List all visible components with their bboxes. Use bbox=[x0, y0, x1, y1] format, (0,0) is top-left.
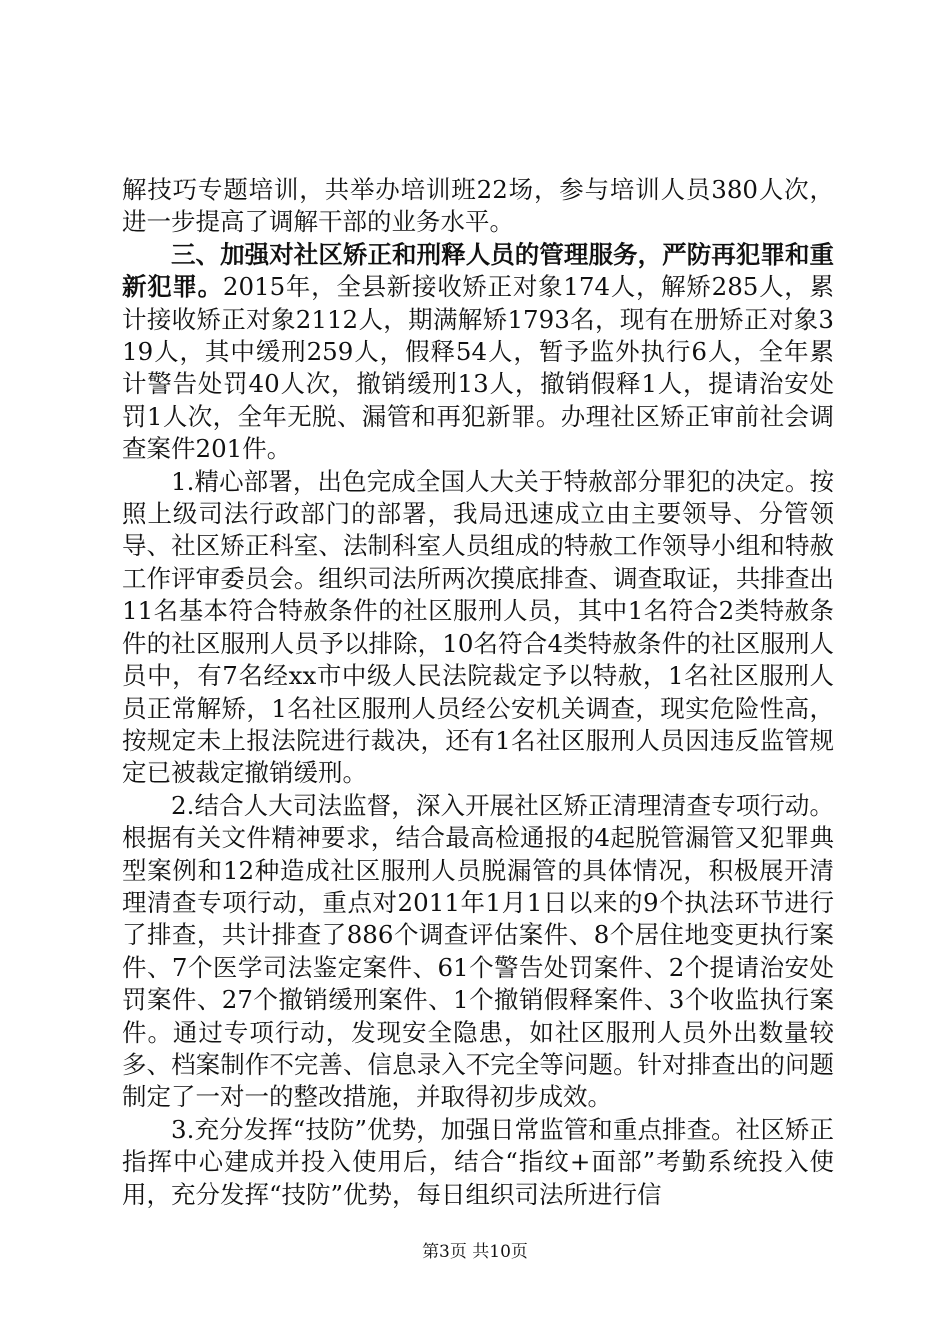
page-number-label: 第3页 共10页 bbox=[422, 1242, 528, 1262]
paragraph-continuation bbox=[122, 174, 834, 239]
section-heading: 三、加强对社区矫正和刑释人员的管理服务，严防再犯罪和重新犯罪。 bbox=[122, 239, 834, 302]
paragraph-item-1 bbox=[122, 466, 834, 790]
document-body bbox=[122, 174, 834, 1211]
paragraph-text: 3.充分发挥“技防”优势，加强日常监管和重点排查。社区矫正指挥中心建成并投入使用后，结合“指纹+面部”考勤系统投入使用，充分发挥“技防”优势，每日组织司法所进行信 bbox=[122, 1114, 834, 1209]
paragraph-text: 2015年，全县新接收矫正对象174人，解矫285人，累计接收矫正对象2112人，期满解矫1793名，现有在册矫正对象319人，其中缓刑259人，假释54人，暂予监外执行6人，全年累计警告处罚40人次，撤销缓刑13人，撤销假释1人，提请治安处罚1人次，全年无脱、漏管和再犯新罪。办理社区矫正审前社会调查案件201件。 bbox=[122, 272, 835, 464]
paragraph-text: 1.精心部署，出色完成全国人大关于特赦部分罪犯的决定。按照上级司法行政部门的部署，我局迅速成立由主要领导、分管领导、社区矫正科室、法制科室人员组成的特赦工作领导小组和特赦工作评审委员会。组织司法所两次摸底排查、调查取证，共排查出11名基本符合特赦条件的社区服刑人员，其中1名符合2类特赦条件的社区服刑人员予以排除，10名符合4类特赦条件的社区服刑人员中，有7名经xx市中级人民法院裁定予以特赦，1名社区服刑人员正常解矫，1名社区服刑人员经公安机关调查，现实危险性高，按规定未上报法院进行裁决，还有1名社区服刑人员因违反监管规定已被裁定撤销缓刑。 bbox=[122, 466, 834, 788]
page-footer bbox=[0, 1241, 950, 1263]
paragraph-section-three bbox=[122, 239, 834, 466]
paragraph-item-3 bbox=[122, 1114, 834, 1211]
paragraph-text: 解技巧专题培训，共举办培训班22场，参与培训人员380人次，进一步提高了调解干部的业务水平。 bbox=[122, 175, 834, 237]
paragraph-text: 2.结合人大司法监督，深入开展社区矫正清理清查专项行动。根据有关文件精神要求，结合最高检通报的4起脱管漏管又犯罪典型案例和12种造成社区服刑人员脱漏管的具体情况，积极展开清理清查专项行动，重点对2011年1月1日以来的9个执法环节进行了排查，共计排查了886个调查评估案件、8个居住地变更执行案件、7个医学司法鉴定案件、61个警告处罚案件、2个提请治安处罚案件、27个撤销缓刑案件、1个撤销假释案件、3个收监执行案件。通过专项行动，发现安全隐患，如社区服刑人员外出数量较多、档案制作不完善、信息录入不完全等问题。针对排查出的问题制定了一对一的整改措施，并取得初步成效。 bbox=[122, 790, 834, 1112]
paragraph-item-2 bbox=[122, 790, 834, 1114]
